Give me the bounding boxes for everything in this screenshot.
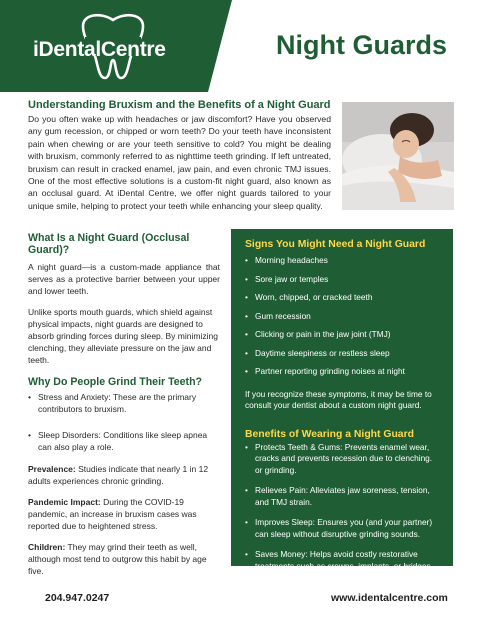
footer-website-link[interactable]: www.identalcentre.com bbox=[331, 592, 448, 604]
logo-prefix: i bbox=[33, 38, 39, 61]
intro-body: Do you often wake up with headaches or jaw discomfort? Have you observed any gum recession, or chipped or worn teeth? Do your teeth have inconsistent pain when chewing or are your teeth sensitive to cold? You might be dealing with bruxism, commonly referred to as nighttime teeth grinding. If left untreated, bruxism can result in cracked enamel, jaw pain, and even chronic TMJ issues. One of the most effective solutions is a custom-fit night guard, also known as an occlusal guard. At iDental Centre, we offer night guards tailored to your unique smile, helping to protect your teeth while enhancing your sleep quality. bbox=[28, 114, 331, 211]
sleeping-woman-photo bbox=[342, 102, 454, 210]
prevalence-label: Prevalence: bbox=[28, 464, 76, 474]
what-is-paragraph-2: Unlike sports mouth guards, which shield against physical impacts, night guards are designed to absorb grinding forces during sleep. By minimizing clenching, they alleviate pressure on the jaw and teeth. bbox=[28, 307, 218, 365]
children-paragraph bbox=[28, 541, 220, 577]
sign-item: • Daytime sleepiness or restless sleep bbox=[245, 348, 441, 360]
signs-title: Signs You Might Need a Night Guard bbox=[245, 239, 426, 250]
children-text: They may grind their teeth as well, although most tend to outgrow this habit by age five. bbox=[28, 542, 207, 576]
pandemic-text: During the COVID-19 pandemic, an increase in bruxism cases was reported due to heightened stress. bbox=[28, 497, 197, 531]
benefit-item: • Saves Money: Helps avoid costly restorative treatments such as crowns, implants, or bridges. bbox=[245, 549, 441, 572]
sign-item: • Morning headaches bbox=[245, 255, 441, 267]
page-title: Night Guards bbox=[276, 30, 448, 60]
signs-list bbox=[245, 255, 441, 378]
sign-item: • Clicking or pain in the jaw joint (TMJ) bbox=[245, 329, 441, 341]
why-title: Why Do People Grind Their Teeth? bbox=[28, 376, 203, 388]
what-is-paragraph-1: A night guard—is a custom-made appliance that serves as a protective barrier between your upper and lower teeth. bbox=[28, 262, 220, 296]
logo-wordmark bbox=[33, 38, 166, 62]
header bbox=[0, 0, 480, 92]
footer-phone[interactable]: 204.947.0247 bbox=[45, 592, 110, 604]
sign-item: • Sore jaw or temples bbox=[245, 274, 441, 286]
benefit-item: • Relieves Pain: Alleviates jaw soreness, tension, and TMJ strain. bbox=[245, 485, 441, 508]
why-bullet: • Stress and Anxiety: These are the primary contributors to bruxism. bbox=[28, 391, 220, 415]
prevalence-paragraph bbox=[28, 463, 220, 487]
prevalence-text: Studies indicate that nearly 1 in 12 adults experiences chronic grinding. bbox=[28, 464, 209, 486]
sign-item: • Partner reporting grinding noises at night bbox=[245, 366, 441, 378]
signs-benefits-panel bbox=[231, 229, 453, 571]
benefit-item: • Protects Teeth & Gums: Prevents enamel wear, cracks and prevents recession due to clenching. or grinding. bbox=[245, 442, 441, 477]
benefits-list bbox=[245, 442, 441, 573]
sign-item: • Worn, chipped, or cracked teeth bbox=[245, 292, 441, 304]
logo-main: DentalCentre bbox=[38, 38, 166, 61]
benefit-item: • Improves Sleep: Ensures you (and your partner) can sleep without disruptive grinding sounds. bbox=[245, 517, 441, 540]
what-is-title: What Is a Night Guard (Occlusal Guard)? bbox=[28, 232, 190, 256]
brand-logo[interactable] bbox=[33, 12, 203, 84]
benefits-title: Benefits of Wearing a Night Guard bbox=[245, 428, 414, 440]
left-column bbox=[28, 232, 220, 577]
pandemic-paragraph bbox=[28, 496, 220, 532]
children-label: Children: bbox=[28, 542, 66, 552]
sign-item: • Gum recession bbox=[245, 311, 441, 323]
signs-note: If you recognize these symptoms, it may be time to consult your dentist about a custom night guard. bbox=[245, 388, 432, 410]
pandemic-label: Pandemic Impact: bbox=[28, 497, 101, 507]
why-bullet: • Sleep Disorders: Conditions like sleep apnea can also play a role. bbox=[28, 429, 220, 453]
intro-title: Understanding Bruxism and the Benefits of a Night Guard bbox=[28, 99, 331, 111]
